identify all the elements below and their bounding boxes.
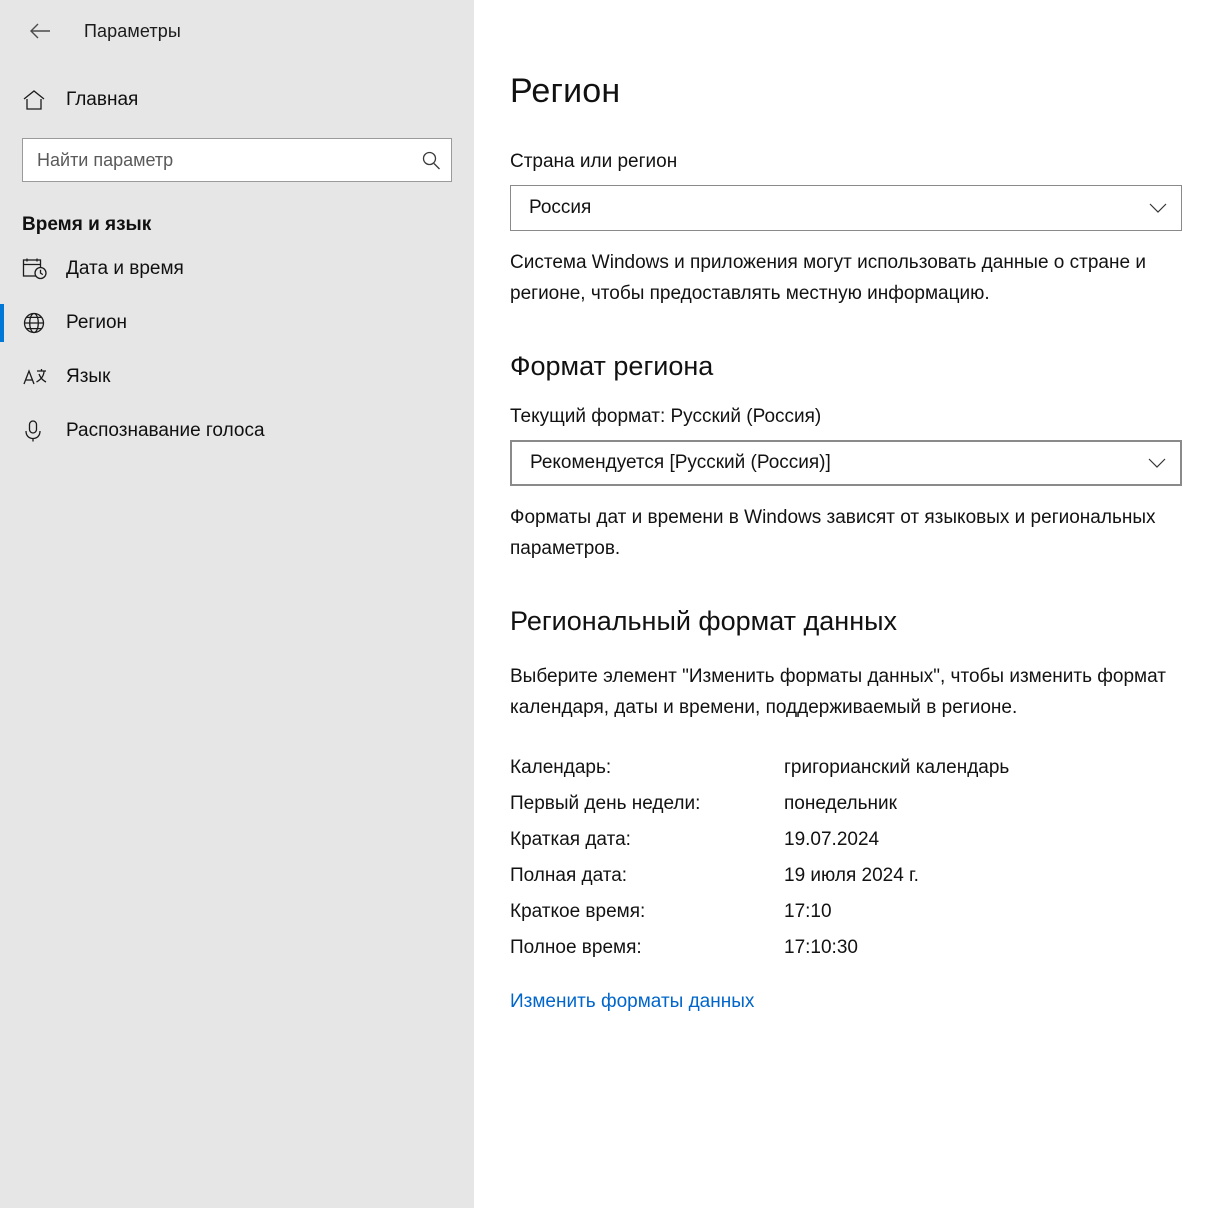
sidebar-item-date-time-label: Дата и время — [66, 258, 184, 279]
row-value: 17:10:30 — [784, 937, 858, 958]
search-box[interactable] — [22, 138, 452, 182]
country-dropdown-value: Россия — [529, 197, 592, 218]
window-title: Параметры — [84, 20, 181, 41]
search-input[interactable] — [23, 139, 411, 181]
regional-data-title: Региональный формат данных — [510, 606, 898, 636]
sidebar-item-region-label: Регион — [66, 312, 128, 333]
row-key: Полная дата: — [510, 865, 628, 886]
title-bar — [0, 0, 474, 62]
country-dropdown[interactable] — [510, 185, 1182, 231]
home-icon — [22, 89, 56, 111]
sidebar-item-language[interactable] — [0, 350, 474, 404]
sidebar — [0, 0, 474, 1208]
calendar-clock-icon — [22, 257, 56, 281]
microphone-icon — [22, 419, 56, 443]
regional-data-description: Выберите элемент "Изменить форматы данных", чтобы изменить формат календаря, даты и времени, поддерживаемый в регионе. — [510, 666, 1166, 718]
current-format-label: Текущий формат: Русский (Россия) — [510, 406, 822, 427]
table-row — [510, 901, 1009, 937]
sidebar-item-language-label: Язык — [66, 366, 111, 387]
row-value: понедельник — [784, 793, 897, 814]
regional-format-description: Форматы дат и времени в Windows зависят от языковых и региональных параметров. — [510, 507, 1156, 559]
language-icon — [22, 365, 56, 389]
change-data-formats-link[interactable]: Изменить форматы данных — [510, 991, 755, 1012]
chevron-down-icon — [1148, 457, 1166, 469]
row-key: Краткая дата: — [510, 829, 631, 850]
sidebar-item-speech-label: Распознавание голоса — [66, 420, 265, 441]
table-row — [510, 865, 1009, 901]
sidebar-item-home[interactable] — [0, 76, 474, 124]
row-value: 19.07.2024 — [784, 829, 880, 850]
sidebar-section-title: Время и язык — [22, 214, 152, 235]
back-arrow-icon[interactable] — [18, 11, 62, 51]
row-value: 17:10 — [784, 901, 832, 922]
table-row — [510, 793, 1009, 829]
sidebar-item-home-label: Главная — [66, 89, 139, 110]
regional-data-table — [510, 757, 1009, 973]
regional-format-title: Формат региона — [510, 351, 714, 381]
sidebar-item-speech[interactable] — [0, 404, 474, 458]
regional-format-dropdown[interactable] — [510, 440, 1182, 486]
regional-format-dropdown-value: Рекомендуется [Русский (Россия)] — [530, 452, 831, 473]
globe-icon — [22, 311, 56, 335]
table-row — [510, 757, 1009, 793]
row-key: Краткое время: — [510, 901, 646, 922]
row-key: Первый день недели: — [510, 793, 701, 814]
sidebar-item-date-time[interactable] — [0, 242, 474, 296]
chevron-down-icon — [1149, 202, 1167, 214]
search-icon[interactable] — [411, 150, 451, 170]
row-key: Календарь: — [510, 757, 612, 778]
country-description: Система Windows и приложения могут использовать данные о стране и регионе, чтобы предоставлять местную информацию. — [510, 252, 1146, 304]
main-content — [474, 0, 1228, 1208]
page-title: Регион — [510, 72, 621, 110]
row-value: 19 июля 2024 г. — [784, 865, 919, 886]
table-row — [510, 829, 1009, 865]
row-value: григорианский календарь — [784, 757, 1010, 778]
row-key: Полное время: — [510, 937, 642, 958]
sidebar-item-region[interactable] — [0, 296, 474, 350]
table-row — [510, 937, 1009, 973]
country-label: Страна или регион — [510, 151, 678, 172]
